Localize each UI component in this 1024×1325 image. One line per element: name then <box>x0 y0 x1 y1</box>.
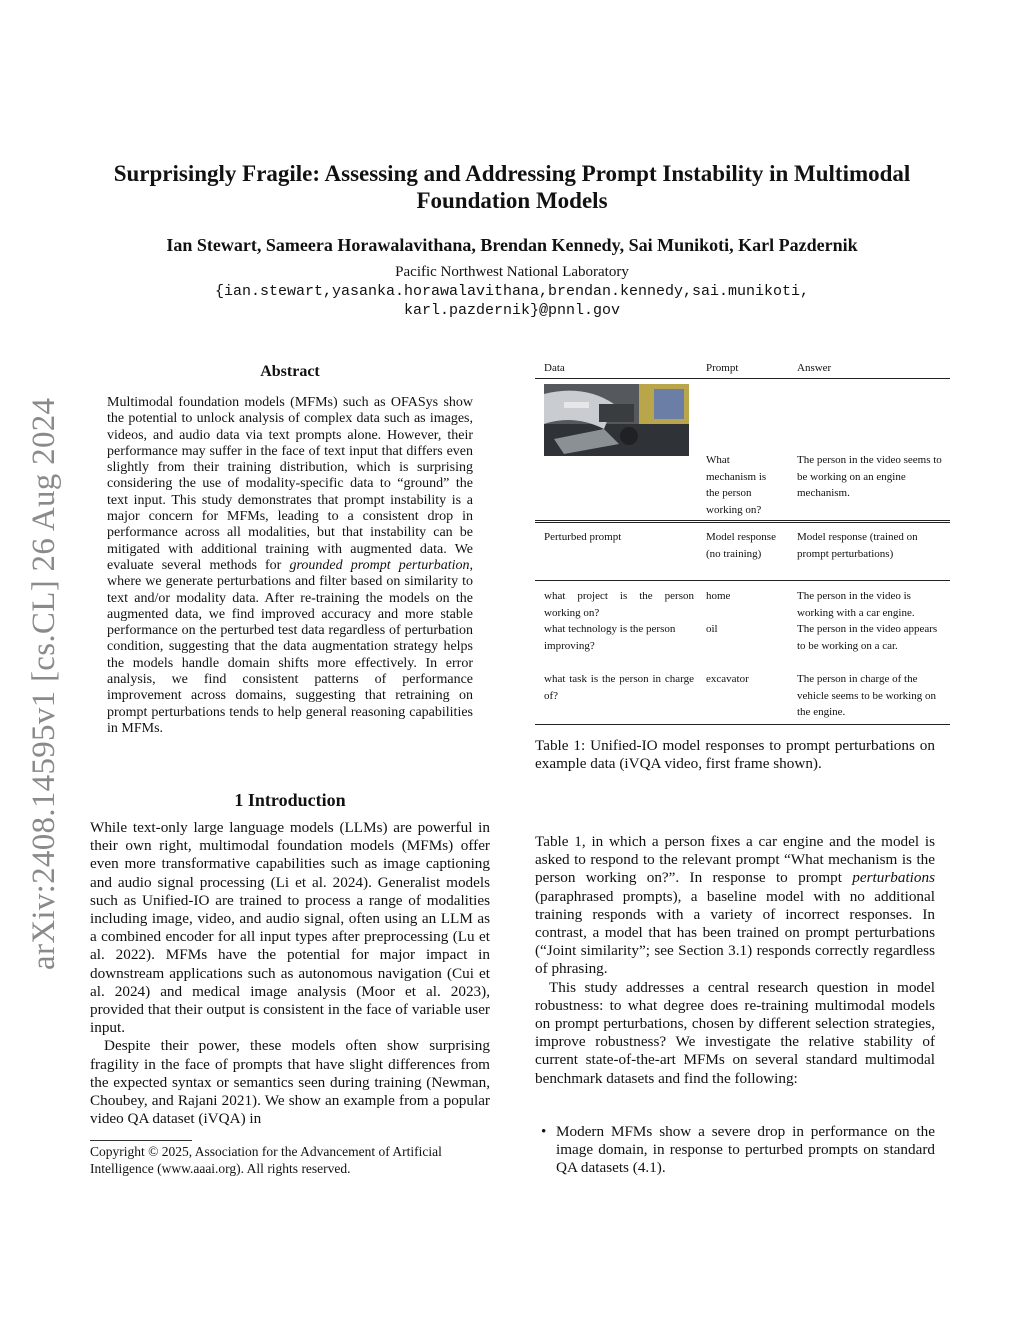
table-rule <box>535 520 950 521</box>
table-subheader-cell: Perturbed prompt <box>544 531 622 543</box>
table-rule <box>535 580 950 581</box>
abstract-text <box>107 395 473 737</box>
footnote-divider <box>90 1140 192 1141</box>
table-subheader-cell: Model response (no training) <box>706 531 776 560</box>
table-rule <box>535 378 950 379</box>
right-paragraph-1 <box>535 833 935 979</box>
affiliation: Pacific Northwest National Laboratory <box>395 264 629 280</box>
table-1-caption: Table 1: Unified-IO model responses to prompt perturbations on example data (iVQA video, first frame shown). <box>535 737 935 773</box>
bullet-icon: • <box>541 1123 547 1140</box>
perturbed-prompt-cell: what technology is the person improving? <box>544 623 676 652</box>
findings-bullet-item <box>535 1123 935 1178</box>
no-training-response-cell: home <box>706 590 731 602</box>
trained-response-cell: The person in the video appears to be working on a car. <box>797 623 938 652</box>
example-prompt: What mechanism is the person working on? <box>706 454 767 516</box>
abstract-text-part-1: Multimodal foundation models (MFMs) such as OFASys show the potential to unlock analysis of complex data such as images, videos, and audio data via text prompts alone. However, their performance may suffer in the face of text input that differs even slightly from their training distribution, which is surprising considering the use of modality-specific data to “ground” the text input. This study demonstrates that prompt instability is a major concern for MFMs, leading to a consistent drop in performance across all modalities, but that instability can be mitigated with additional training with augmented data. We evaluate several methods for <box>107 395 473 573</box>
table-header-cell: Prompt <box>706 362 739 374</box>
trained-response-cell: The person in charge of the vehicle seems to be working on the engine. <box>797 673 936 718</box>
abstract-emphasis: grounded prompt perturbation <box>289 557 470 573</box>
right-paragraph-1-part-2: (paraphrased prompts), a baseline model with no additional training responds with a variety of incorrect responses. In contrast, a model that has been trained on prompt perturbations (“Joint similarity”; see Section 3.1) responds correctly regardless of phrasing. <box>535 887 935 978</box>
no-training-response-cell: excavator <box>706 673 749 685</box>
example-answer: The person in the video seems to be working on an engine mechanism. <box>797 454 942 499</box>
perturbed-prompt-cell: what project is the person working on? <box>544 590 694 619</box>
arxiv-stamp: arXiv:2408.14595v1 [cs.CL] 26 Aug 2024 <box>26 397 62 970</box>
paper-title <box>60 160 964 214</box>
intro-paragraph-1: While text-only large language models (LLMs) are powerful in their own right, multimodal foundation models (MFMs) offer even more transformative capabilities such as image captioning and audio signal processing (Li et al. 2024). Generalist models such as Unified-IO are trained to process a range of modalities including image, video, and audio signal, often using an LLM as a combined encoder for all input types after preprocessing (Lu et al. 2022). MFMs have the potential for major impact in downstream applications such as autonomous navigation (Cui et al. 2024) and medical image analysis (Moor et al. 2023), provided that their output is consistent in the face of variable user input. <box>90 819 490 1037</box>
car-engine-image <box>544 384 689 456</box>
right-paragraph-2: This study addresses a central research question in model robustness: to what degree does re-training multimodal models on prompt perturbations, chosen by different selection strategies, improve robustness? We investigate the relative stability of current state-of-the-art MFMs on several standard multimodal benchmark datasets and find the following: <box>535 978 935 1087</box>
copyright-footnote: Copyright © 2025, Association for the Advancement of Artificial Intelligence (www.aaai.org). All rights reserved. <box>90 1144 442 1176</box>
table-header-cell: Answer <box>797 362 832 374</box>
intro-paragraph-2: Despite their power, these models often show surprising fragility in the face of prompts that have slight differences from the expected syntax or semantics seen during training (Newman, Choubey, and Rajani 2021). We show an example from a popular video QA dataset (iVQA) in <box>90 1037 490 1128</box>
abstract-text-part-2: , where we generate perturbations and filter based on similarity to text and/or modality data. After re-training the models on the augmented data, we find improved accuracy and more stable performance on the perturbed test data regardless of perturbation condition, suggesting that the data augmentation strategy helps the models handle domain shifts more effectively. In error analysis, we find consistent patterns of performance improvement across domains, suggesting that retraining on prompt perturbations tends to help general reasoning capabilities in MFMs. <box>107 557 474 736</box>
table-header-cell: Data <box>544 362 565 374</box>
perturbed-prompt-cell: what task is the person in charge of? <box>544 673 694 702</box>
video-frame-image <box>544 384 689 456</box>
author-emails <box>60 282 964 320</box>
table-subheader-cell: Model response (trained on prompt perturbations) <box>797 531 918 560</box>
right-paragraph-1-part-1: Table 1, in which a person fixes a car engine and the model is asked to respond to the relevant prompt “What mechanism is the person working on?”. In response to prompt <box>535 833 935 887</box>
abstract-heading: Abstract <box>260 363 320 380</box>
title-line-1: Surprisingly Fragile: Assessing and Addressing Prompt Instability in Multimodal <box>113 161 911 186</box>
table-rule <box>535 724 950 725</box>
table-rule <box>535 522 950 523</box>
title-line-2: Foundation Models <box>416 188 608 213</box>
introduction-body <box>90 819 490 1128</box>
section-heading-introduction: 1 Introduction <box>234 790 346 810</box>
right-paragraph-1-emphasis: perturbations <box>852 869 935 887</box>
no-training-response-cell: oil <box>706 623 718 635</box>
trained-response-cell: The person in the video is working with a car engine. <box>797 590 915 619</box>
bullet-text: Modern MFMs show a severe drop in performance on the image domain, in response to perturbed prompts on standard QA datasets (4.1). <box>556 1123 935 1177</box>
right-column-body <box>535 833 935 1088</box>
emails-line-1: {ian.stewart,yasanka.horawalavithana,brendan.kennedy,sai.munikoti, <box>214 283 810 300</box>
emails-line-2: karl.pazdernik}@pnnl.gov <box>403 302 621 319</box>
author-list: Ian Stewart, Sameera Horawalavithana, Brendan Kennedy, Sai Munikoti, Karl Pazdernik <box>166 235 858 255</box>
